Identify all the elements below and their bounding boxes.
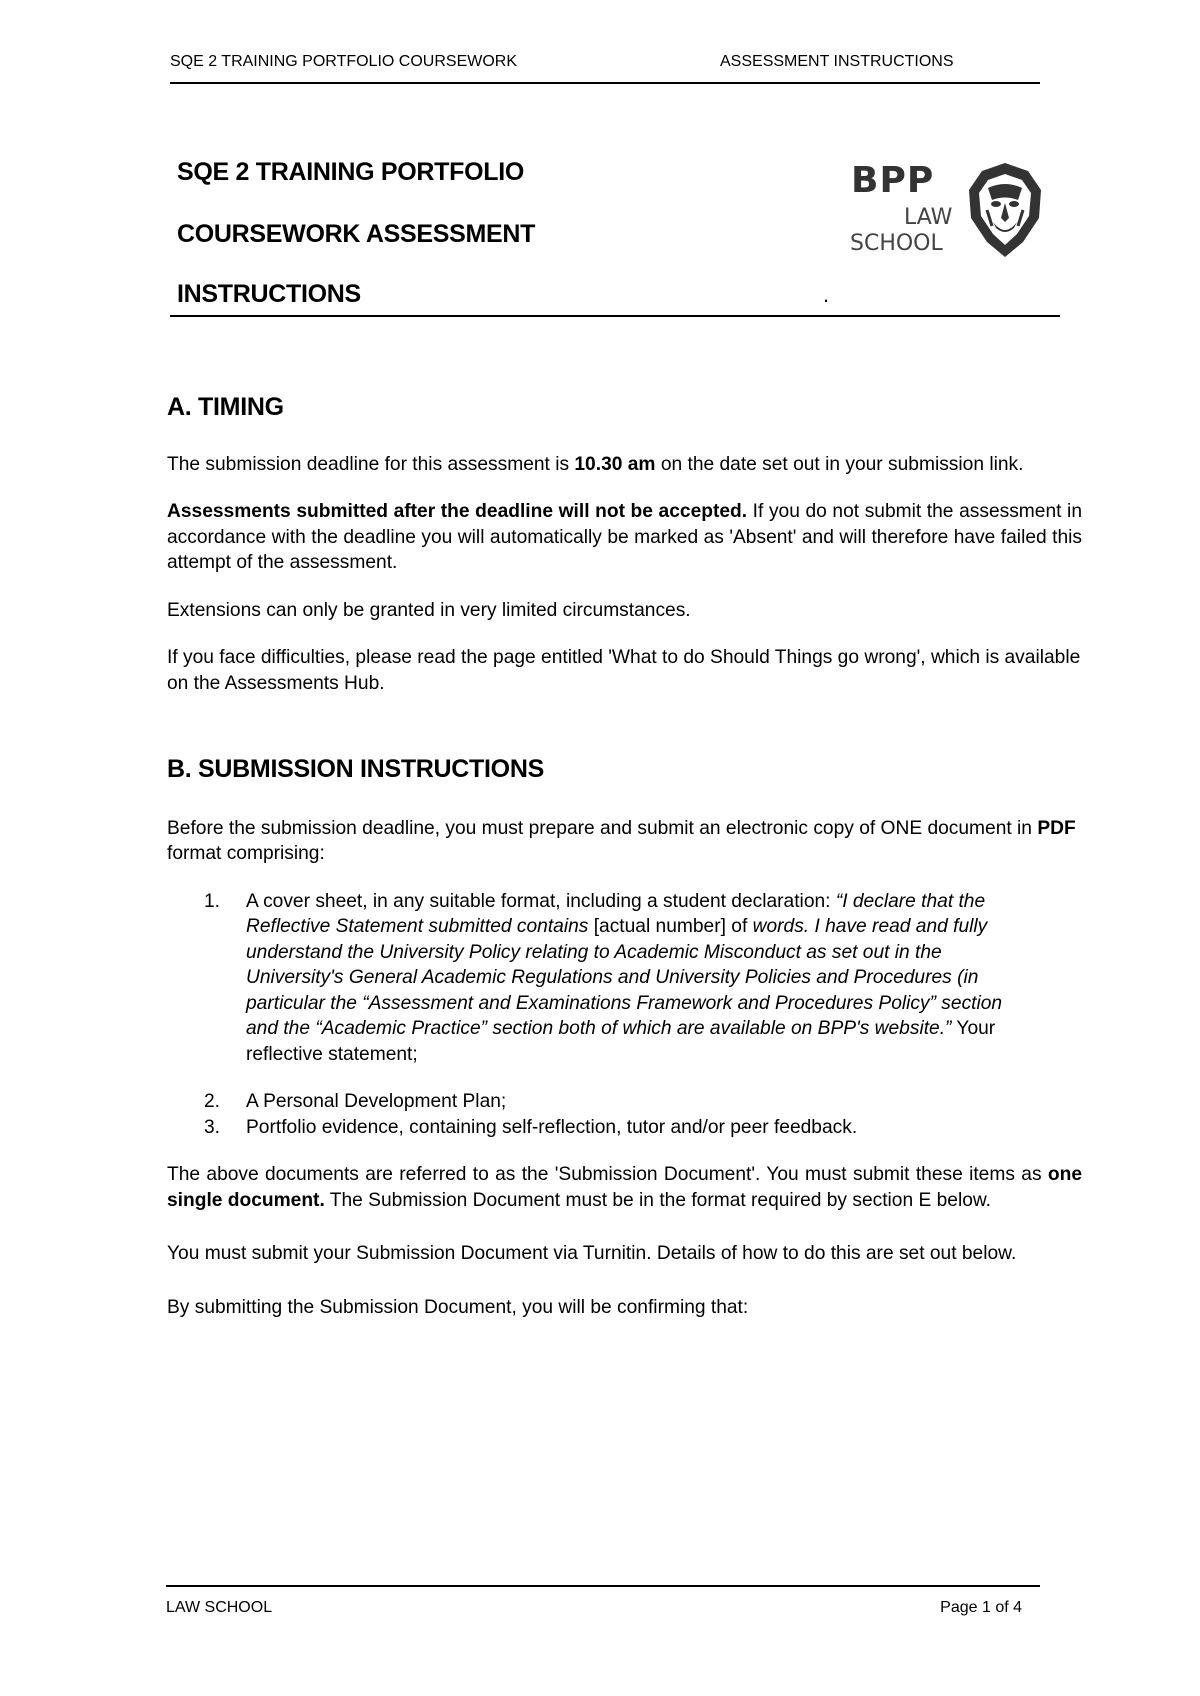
list-item-text: Portfolio evidence, containing self-reflection, tutor and/or peer feedback. [246,1116,858,1138]
logo-bpp-text: BPP [851,160,935,201]
list-item-number: 1. [204,890,221,912]
declaration-placeholder: [actual number] of [593,916,753,937]
list-item-text: A Personal Development Plan; [246,1091,507,1112]
late-text: If you do not submit the assessment in accordance with the deadline you will automatically be marked as 'Absent' and will therefore have failed this attempt of the assessment. [167,501,1082,573]
timing-paragraph-deadline [167,452,1082,478]
submission-intro [167,816,1082,867]
lion-shield-icon [965,160,1045,260]
single-document-emphasis: one single document. [167,1164,1082,1211]
list-item-number: 3. [204,1116,221,1138]
deadline-text-2: on the date set out in your submission link. [655,453,1024,475]
declaration-italic-1: “I declare that the Reflective Statement submitted contains [246,890,986,937]
logo-school-text: SCHOOL [850,231,943,256]
reflective-statement-text: Your reflective statement; [246,1018,996,1065]
section-b-heading: B. SUBMISSION INSTRUCTIONS [167,755,544,783]
title-line-3: INSTRUCTIONS [177,280,361,308]
submission-items-list [167,889,1082,1141]
title-line-1: SQE 2 TRAINING PORTFOLIO [177,158,524,186]
timing-paragraph-late [167,499,1082,576]
timing-paragraph-difficulties: If you face difficulties, please read the page entitled 'What to do Should Things go wrong', which is available on the Assessments Hub. [167,647,1081,694]
logo-law-text: LAW [904,205,953,230]
declaration-italic-2: words. I have read and fully understand the University Policy relating to Academic Misconduct as set out in the University's General Academic Regulations and University Policies and Procedures (in particular the “Assessment and Examinations Framework and Procedures Policy” section and the “Academic Practice” section both of which are available on BPP's website.” [246,916,1003,1039]
running-header [170,50,1040,84]
above-text-1: The above documents are referred to as the 'Submission Document'. You must submit these items as [167,1164,1048,1185]
late-warning: Assessments submitted after the deadline will not be accepted. [167,501,748,522]
confirmation-paragraph: By submitting the Submission Document, you will be confirming that: [167,1296,749,1318]
list-item-number: 2. [204,1091,221,1112]
list-item [167,1089,1082,1115]
section-a-heading: A. TIMING [167,393,284,421]
intro-format: PDF [1037,817,1076,839]
deadline-time: 10.30 am [574,453,656,475]
list-item [167,1115,1082,1141]
page-footer [166,1585,1040,1616]
bpp-law-school-logo [848,158,1048,268]
intro-text-2: format comprising: [167,843,325,864]
above-text-2: The Submission Document must be in the format required by section E below. [324,1189,992,1211]
timing-paragraph-extensions: Extensions can only be granted in very limited circumstances. [167,599,691,621]
turnitin-paragraph: You must submit your Submission Document via Turnitin. Details of how to do this are set out below. [167,1243,1017,1264]
title-line-2: COURSEWORK ASSESSMENT [177,220,536,248]
header-right-text: ASSESSMENT INSTRUCTIONS [720,53,954,70]
list-item [167,889,1082,1068]
cover-sheet-text: A cover sheet, in any suitable format, including a student declaration: [246,890,836,912]
submission-document-paragraph [167,1162,1082,1213]
intro-text-1: Before the submission deadline, you must prepare and submit an electronic copy of ONE document in [167,817,1038,839]
main-content [167,395,1082,1320]
footer-left-text: LAW SCHOOL [166,1599,273,1616]
header-left-text: SQE 2 TRAINING PORTFOLIO COURSEWORK [170,53,518,70]
page-number: Page 1 of 4 [940,1599,1022,1616]
title-trailing-dot: . [823,282,830,307]
deadline-text-1: The submission deadline for this assessment is [167,453,575,475]
